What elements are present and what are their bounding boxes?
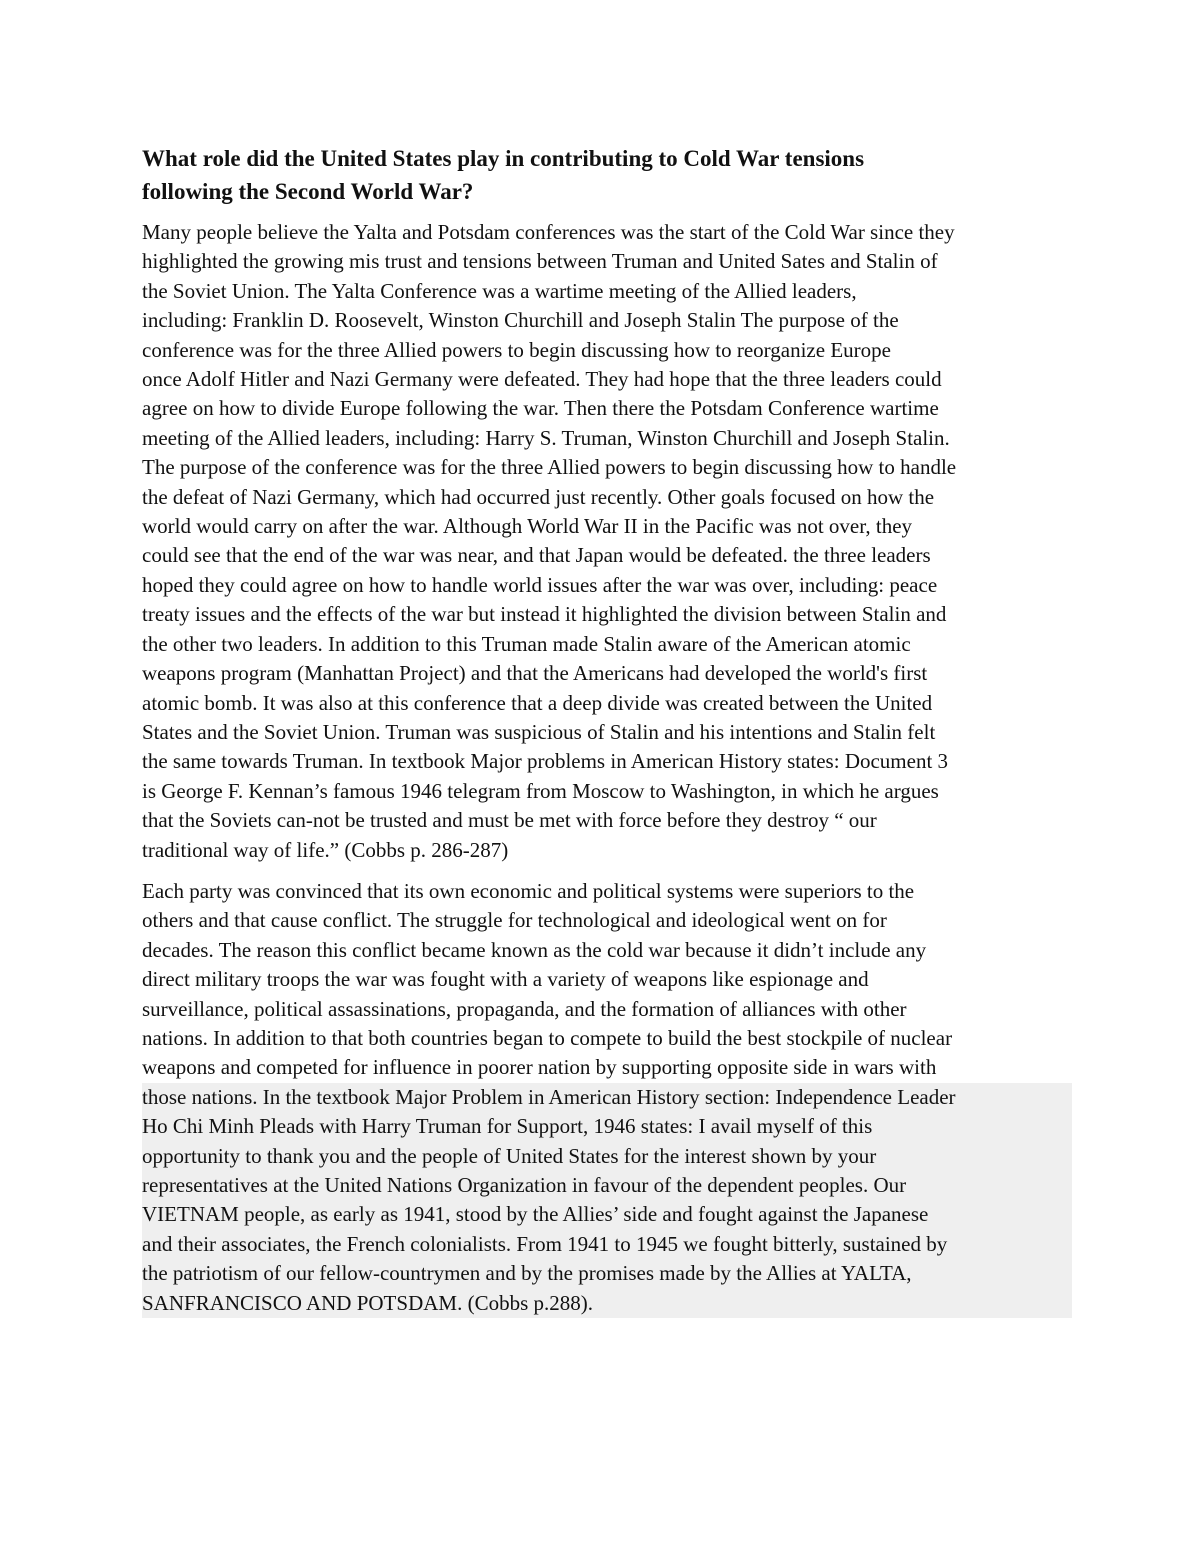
quote-line: Ho Chi Minh Pleads with Harry Truman for Support, 1946 states: I avail myself of this — [142, 1112, 1072, 1141]
text-line: the defeat of Nazi Germany, which had occurred just recently. Other goals focused on how the — [142, 484, 935, 509]
text-line: surveillance, political assassinations, propaganda, and the formation of alliances with other — [142, 996, 907, 1021]
text-line: once Adolf Hitler and Nazi Germany were defeated. They had hope that the three leaders could — [142, 367, 942, 392]
text-line: that the Soviets can-not be trusted and must be met with force before they destroy “ our — [142, 808, 877, 833]
document-title — [142, 142, 1072, 208]
text-line: traditional way of life.” (Cobbs p. 286-287) — [142, 837, 509, 862]
text-line: highlighted the growing mis trust and tensions between Truman and United Sates and Stalin of — [142, 249, 938, 274]
text-line: The purpose of the conference was for the three Allied powers to begin discussing how to handle — [142, 455, 957, 480]
quote-line: the patriotism of our fellow-countrymen and by the promises made by the Allies at YALTA, — [142, 1259, 1072, 1288]
text-line: the same towards Truman. In textbook Major problems in American History states: Document 3 — [142, 749, 949, 774]
text-line: world would carry on after the war. Although World War II in the Pacific was not over, they — [142, 514, 913, 539]
quote-line: representatives at the United Nations Organization in favour of the dependent peoples. Our — [142, 1171, 1072, 1200]
text-line: weapons program (Manhattan Project) and that the Americans had developed the world's first — [142, 661, 928, 686]
text-line: others and that cause conflict. The struggle for technological and ideological went on for — [142, 908, 887, 933]
text-line: direct military troops the war was fought with a variety of weapons like espionage and — [142, 967, 869, 992]
text-line: weapons and competed for influence in poorer nation by supporting opposite side in wars with — [142, 1055, 937, 1080]
text-line: Each party was convinced that its own economic and political systems were superiors to the — [142, 878, 915, 903]
paragraph-1 — [142, 218, 1072, 865]
document-body — [142, 142, 1072, 1330]
quote-line: opportunity to thank you and the people of United States for the interest shown by your — [142, 1142, 1072, 1171]
text-line: is George F. Kennan’s famous 1946 telegram from Moscow to Washington, in which he argues — [142, 778, 939, 803]
text-line: States and the Soviet Union. Truman was suspicious of Stalin and his intentions and Stalin felt — [142, 719, 936, 744]
title-line: following the Second World War? — [142, 179, 474, 204]
text-line: atomic bomb. It was also at this conference that a deep divide was created between the United — [142, 690, 933, 715]
title-line: What role did the United States play in contributing to Cold War tensions — [142, 146, 865, 171]
quote-line: and their associates, the French colonialists. From 1941 to 1945 we fought bitterly, sustained by — [142, 1230, 1072, 1259]
text-line: including: Franklin D. Roosevelt, Winston Churchill and Joseph Stalin The purpose of the — [142, 308, 899, 333]
text-line: conference was for the three Allied powers to begin discussing how to reorganize Europe — [142, 337, 891, 362]
quote-line: SANFRANCISCO AND POTSDAM. (Cobbs p.288). — [142, 1289, 1072, 1318]
text-line: decades. The reason this conflict became known as the cold war because it didn’t include any — [142, 937, 927, 962]
text-line: the other two leaders. In addition to this Truman made Stalin aware of the American atomic — [142, 631, 911, 656]
quote-line: those nations. In the textbook Major Problem in American History section: Independence Leader — [142, 1083, 1072, 1112]
text-line: agree on how to divide Europe following the war. Then there the Potsdam Conference wartime — [142, 396, 939, 421]
text-line: could see that the end of the war was near, and that Japan would be defeated. the three leaders — [142, 543, 931, 568]
text-line: treaty issues and the effects of the war but instead it highlighted the division between Stalin and — [142, 602, 947, 627]
text-line: the Soviet Union. The Yalta Conference was a wartime meeting of the Allied leaders, — [142, 278, 857, 303]
text-line: meeting of the Allied leaders, including: Harry S. Truman, Winston Churchill and Joseph Stalin. — [142, 425, 950, 450]
paragraph-2 — [142, 877, 1072, 1318]
text-line: nations. In addition to that both countries began to compete to build the best stockpile of nuclear — [142, 1025, 953, 1050]
text-line: Many people believe the Yalta and Potsdam conferences was the start of the Cold War since they — [142, 220, 955, 244]
quote-line: VIETNAM people, as early as 1941, stood by the Allies’ side and fought against the Japanese — [142, 1200, 1072, 1229]
text-line: hoped they could agree on how to handle world issues after the war was over, including: peace — [142, 572, 938, 597]
